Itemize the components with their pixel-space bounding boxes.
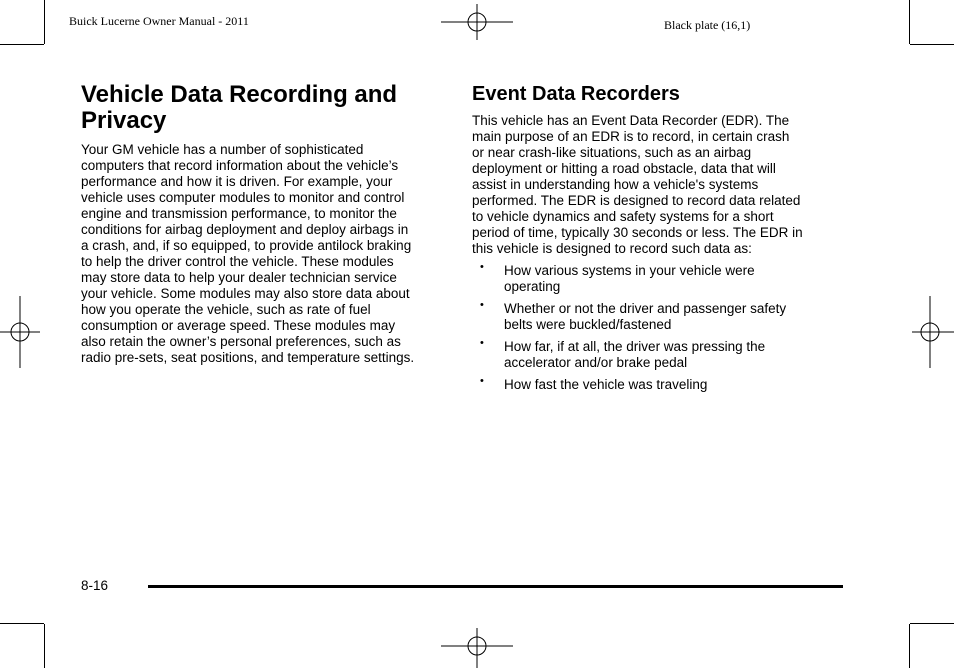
bullet-icon: •: [480, 375, 484, 387]
registration-mark-icon: [441, 0, 487, 46]
crop-mark: [910, 44, 954, 45]
list-item-line: How fast the vehicle was traveling: [504, 377, 708, 392]
list-item-line: accelerator and/or brake pedal: [504, 355, 688, 370]
paragraph-line: to help the driver control the vehicle. These modules: [81, 254, 394, 269]
paragraph-line: to vehicle dynamics and safety systems for a short: [472, 209, 774, 224]
paragraph-line: period of time, typically 30 seconds or less. The EDR in: [472, 225, 803, 240]
paragraph-line: a crash, and, if so equipped, to provide antilock braking: [81, 238, 412, 253]
paragraph-line: performance and how it is driven. For example, your: [81, 174, 393, 189]
paragraph-line: your vehicle. Some modules may also store data about: [81, 286, 410, 301]
paragraph-line: main purpose of an EDR is to record, in certain crash: [472, 129, 790, 144]
paragraph-line: or near crash-like situations, such as an airbag: [472, 145, 752, 160]
registration-mark-icon: [908, 296, 954, 342]
bullet-icon: •: [480, 261, 484, 273]
bullet-icon: •: [480, 299, 484, 311]
list-item-text: [504, 377, 707, 393]
crop-mark: [44, 0, 45, 44]
paragraph-line: This vehicle has an Event Data Recorder (EDR). The: [472, 113, 790, 128]
crop-mark: [909, 0, 910, 44]
crop-mark: [909, 624, 910, 668]
title-line: Privacy: [81, 107, 167, 134]
paragraph-line: Your GM vehicle has a number of sophisticated: [81, 142, 364, 157]
paragraph-line: radio pre-sets, seat positions, and temperature settings.: [81, 350, 415, 365]
paragraph-line: how you operate the vehicle, such as rate of fuel: [81, 302, 371, 317]
paragraph-line: this vehicle is designed to record such data as:: [472, 241, 752, 256]
title-line: Vehicle Data Recording and: [81, 81, 398, 108]
crop-mark: [0, 44, 44, 45]
bullet-icon: •: [480, 337, 484, 349]
crop-mark: [0, 623, 44, 624]
page-number: 8-16: [81, 578, 109, 593]
paragraph-line: vehicle uses computer modules to monitor and control: [81, 190, 405, 205]
section-heading: Event Data Recorders: [472, 83, 680, 105]
section-title: [81, 82, 451, 134]
registration-mark-icon: [0, 296, 46, 342]
paragraph-line: consumption or average speed. These modules may: [81, 318, 396, 333]
privacy-paragraph: [81, 142, 414, 366]
list-item-line: How far, if at all, the driver was pressing the: [504, 339, 766, 354]
paragraph-line: may store data to help your dealer technician service: [81, 270, 397, 285]
list-item-line: Whether or not the driver and passenger safety: [504, 301, 787, 316]
list-item-text: [504, 301, 786, 333]
running-header-left: Buick Lucerne Owner Manual - 2011: [69, 14, 249, 28]
paragraph-line: conditions for airbag deployment and deploy airbags in: [81, 222, 409, 237]
paragraph-line: computers that record information about the vehicle’s: [81, 158, 399, 173]
list-item-line: operating: [504, 279, 561, 294]
paragraph-line: performed. The EDR is designed to record data related: [472, 193, 801, 208]
list-item-text: [504, 339, 765, 371]
running-header-right: Black plate (16,1): [664, 18, 751, 32]
paragraph-line: deployment or hitting a road obstacle, data that will: [472, 161, 776, 176]
registration-mark-icon: [441, 624, 487, 670]
list-item-line: belts were buckled/fastened: [504, 317, 672, 332]
footer-rule: [148, 585, 843, 588]
paragraph-line: engine and transmission performance, to monitor the: [81, 206, 397, 221]
paragraph-line: assist in understanding how a vehicle's systems: [472, 177, 759, 192]
crop-mark: [44, 624, 45, 668]
edr-paragraph: [472, 113, 803, 257]
list-item-line: How various systems in your vehicle were: [504, 263, 755, 278]
list-item-text: [504, 263, 755, 295]
paragraph-line: also retain the owner’s personal preferences, such as: [81, 334, 401, 349]
crop-mark: [910, 623, 954, 624]
